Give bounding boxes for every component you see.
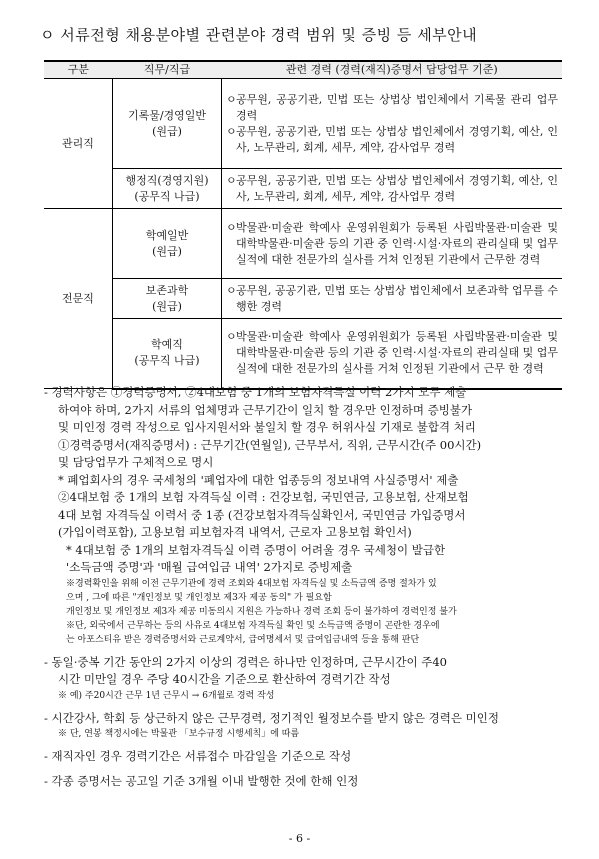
career-item bbox=[226, 124, 558, 156]
job-cell bbox=[113, 319, 222, 389]
career-range-table bbox=[44, 60, 562, 390]
note-small-line: 는 아포스티유 받은 경력증명서와 근로계약서, 급여명세서 및 급여입금내역 등을 통해 판단 bbox=[66, 634, 420, 645]
job-name: 학예직 bbox=[151, 338, 183, 352]
job-name: 학예일반 bbox=[145, 228, 189, 242]
table-row bbox=[44, 169, 562, 209]
bullet-marker: ㅇ bbox=[226, 330, 237, 344]
note-line: 및 담당업무가 구체적으로 명시 bbox=[58, 455, 214, 469]
notes-section bbox=[44, 384, 560, 790]
job-grade: (원급) bbox=[152, 299, 182, 313]
category-cell: 전문직 bbox=[44, 209, 113, 389]
career-desc-cell bbox=[222, 209, 563, 279]
table-row bbox=[44, 79, 562, 169]
note-small-line: ※경력확인을 위해 이전 근무기관에 경력 조회와 4대보험 자격득실 및 소득금액 증명 절차가 있 bbox=[66, 578, 437, 589]
note-line: * 폐업회사의 경우 국세청의 '폐업자에 대한 업종등의 정보내역 사실증명서' 제출 bbox=[58, 472, 459, 487]
career-item bbox=[226, 92, 558, 124]
note-line: - 각종 증명서는 공고일 기준 3개월 이내 발행한 것에 한해 인정 bbox=[44, 773, 359, 788]
table-row bbox=[44, 209, 562, 279]
job-grade: (원급) bbox=[152, 124, 182, 138]
note-line: '소득금액 증명'과 '매월 급여입금 내역' 2가지로 증빙제출 bbox=[66, 560, 353, 574]
note-line: 4대 보험 자격득실 이력서 중 1종 (건강보험자격득실확인서, 국민연금 가입증명서 bbox=[58, 507, 466, 522]
note-small-line: ※ 예) 주20시간 근무 1년 근무시 → 6개월로 경력 작성 bbox=[58, 690, 275, 701]
category-cell: 관리직 bbox=[44, 79, 113, 209]
note-line: * 4대보험 중 1개의 보험자격득실 이력 증명이 어려울 경우 국세청이 발급한 bbox=[66, 542, 446, 557]
note-line: - 재직자인 경우 경력기간은 서류접수 마감일을 기준으로 작성 bbox=[44, 749, 352, 763]
career-item-text: 박물관·미술관 학예사 운영위원회가 등록된 사립박물관·미술관 및 대학박물관·미술관 등의 기관 중 인력·시설·자료의 관리실태 및 업무실적에 대한 전문가의 실사를 거쳐 인정된 기관에서 근무 한 경력 bbox=[236, 330, 558, 376]
note-line: 시간 미만일 경우 주당 40시간을 기준으로 환산하여 경력기간 작성 bbox=[58, 672, 391, 686]
note-line: 및 미인정 경력 작성으로 입사지원서와 불일치 할 경우 허위사실 기재로 불합격 처리 bbox=[58, 420, 476, 434]
header-career: 관련 경력 (경력(재직)증명서 담당업무 기준) bbox=[222, 61, 563, 79]
bullet-marker: ㅇ bbox=[226, 220, 237, 234]
job-cell bbox=[113, 79, 222, 169]
bullet-marker: ㅇ bbox=[226, 92, 237, 106]
career-desc-cell bbox=[222, 79, 563, 169]
bullet-marker: ㅇ bbox=[226, 124, 237, 138]
section-title: ㅇ 서류전형 채용분야별 관련분야 경력 범위 및 증빙 등 세부안내 bbox=[40, 26, 478, 44]
table-row bbox=[44, 279, 562, 319]
career-item-text: 공무원, 공공기관, 민법 또는 상법상 법인체에서 경영기획, 예산, 인사, 노무관리, 회계, 세무, 계약, 감사업무 경력 bbox=[236, 173, 558, 203]
note-small-line: 개인정보 및 개인정보 제3자 제공 미동의시 지원은 가능하나 경력 조회 등이 불가하여 경력인정 불가 bbox=[66, 606, 457, 617]
note-line: - 경력사항은 ①경력증명서, ②4대보험 중 1개의 보험자격득실 이력 2가지 모두 제출 bbox=[44, 385, 467, 399]
career-item bbox=[226, 173, 558, 205]
header-job: 직무/직급 bbox=[113, 61, 222, 79]
job-grade: (원급) bbox=[152, 244, 182, 258]
job-cell bbox=[113, 209, 222, 279]
career-item-text: 공무원, 공공기관, 민법 또는 상법상 법인체에서 보존과학 업무를 수행한 경력 bbox=[236, 283, 558, 313]
career-desc-cell bbox=[222, 279, 563, 319]
note-line: - 시간강사, 학회 등 상근하지 않은 근무경력, 정기적인 월정보수를 받지 않은 경력은 미인정 bbox=[44, 710, 499, 725]
job-name: 기록물/경영일반 bbox=[127, 108, 207, 122]
bullet-marker: ㅇ bbox=[226, 173, 237, 187]
note-small-line: 으며 , 그에 따른 "개인정보 및 개인정보 제3자 제공 동의" 가 필요함 bbox=[66, 592, 332, 603]
job-grade: (공무직 나급) bbox=[134, 354, 200, 368]
table-row bbox=[44, 319, 562, 389]
note-line: (가입이력포함), 고용보험 피보험자격 내역서, 근로자 고용보험 확인서) bbox=[58, 525, 412, 539]
career-item bbox=[226, 220, 558, 268]
job-name: 행정직(경영지원) bbox=[125, 173, 209, 187]
note-small-line: ※ 단, 연봉 책정시에는 박물관 「보수규정 시행세칙」에 따름 bbox=[58, 729, 300, 739]
career-desc-cell bbox=[222, 319, 563, 389]
job-grade: (공무직 나급) bbox=[134, 189, 200, 203]
note-line: ②4대보험 중 1개의 보험 자격득실 이력 : 건강보험, 국민연금, 고용보험, 산재보험 bbox=[58, 490, 469, 504]
career-item-text: 박물관·미술관 학예사 운영위원회가 등록된 사립박물관·미술관 및 대학박물관·미술관 등의 기관 중 인력·시설·자료의 관리실태 및 업무실적에 대한 전문가의 실사를 거쳐 인정된 기관에서 근무한 경력 bbox=[236, 220, 558, 266]
career-item bbox=[226, 329, 558, 377]
page-number: - 6 - bbox=[288, 832, 311, 845]
bullet-marker: ㅇ bbox=[226, 283, 237, 297]
career-item-text: 공무원, 공공기관, 민법 또는 상법상 법인체에서 기록물 관리 업무 경력 bbox=[236, 92, 558, 122]
table-header-row bbox=[44, 61, 562, 79]
note-line: 하여야 하며, 2가지 서류의 업체명과 근무기간이 일치 할 경우만 인정하며 증빙불가 bbox=[58, 402, 473, 417]
career-item-text: 공무원, 공공기관, 민법 또는 상법상 법인체에서 경영기획, 예산, 인사, 노무관리, 회계, 세무, 계약, 감사업무 경력 bbox=[236, 124, 558, 154]
job-cell bbox=[113, 279, 222, 319]
career-desc-cell bbox=[222, 169, 563, 209]
note-line: ①경력증명서(재직증명서) : 근무기간(연월일), 근무부서, 직위, 근무시간(주 00시간) bbox=[58, 437, 482, 452]
note-line: - 동일·중복 기간 동안의 2가지 이상의 경력은 하나만 인정하며, 근무시간이 주40 bbox=[44, 654, 447, 669]
career-item bbox=[226, 283, 558, 315]
note-small-line: ※단, 외국에서 근무하는 등의 사유로 4대보험 자격득실 확인 및 소득금액 증명이 곤란한 경우에 bbox=[66, 620, 440, 631]
job-cell bbox=[113, 169, 222, 209]
header-category: 구분 bbox=[44, 61, 113, 79]
job-name: 보존과학 bbox=[145, 283, 189, 297]
